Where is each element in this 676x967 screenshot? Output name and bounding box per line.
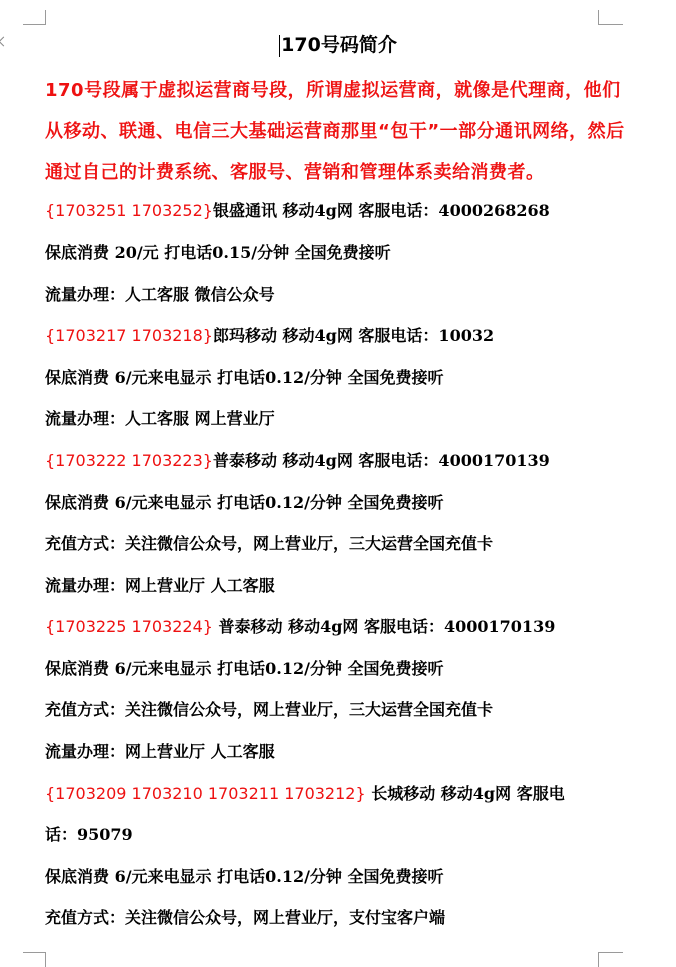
entry-numbers: {1703217 1703218} (45, 326, 213, 345)
page-title (0, 30, 676, 57)
entry-line: 保底消费 6/元来电显示 打电话0.12/分钟 全国免费接听 (45, 867, 444, 886)
entry-header (45, 448, 635, 471)
entry-header (45, 781, 635, 804)
crop-mark-top-left (23, 10, 46, 25)
entry-line: 保底消费 6/元来电显示 打电话0.12/分钟 全国免费接听 (45, 368, 444, 387)
entry-line: 充值方式：关注微信公众号，网上营业厅，三大运营全国充值卡 (45, 700, 494, 719)
entry-header-text: 普泰移动 移动4g网 客服电话：4000170139 (212, 617, 556, 636)
text-cursor (279, 35, 280, 57)
crop-mark-bottom-right (598, 952, 623, 967)
entry-header-continuation: 话：95079 (45, 825, 133, 844)
intro-paragraph: 170号段属于虚拟运营商号段，所谓虚拟运营商，就像是代理商，他们从移动、联通、电信三大基础运营商那里“包干”一部分通讯网络，然后通过自己的计费系统、客服号、营销和管理体系卖给消费者。 (45, 80, 625, 183)
entry-header-text: 普泰移动 移动4g网 客服电话：4000170139 (212, 451, 550, 470)
entry-header (45, 614, 635, 637)
entry-numbers: {1703225 1703224} (45, 617, 213, 636)
entry-line: 保底消费 6/元来电显示 打电话0.12/分钟 全国免费接听 (45, 659, 444, 678)
entry-numbers: {1703209 1703210 1703211 1703212} (45, 784, 366, 803)
entry-line: 充值方式：关注微信公众号，网上营业厅，三大运营全国充值卡 (45, 534, 494, 553)
entry-line: 充值方式：关注微信公众号，网上营业厅，支付宝客户端 (45, 908, 446, 927)
entry-line: 保底消费 6/元来电显示 打电话0.12/分钟 全国免费接听 (45, 493, 444, 512)
entry-line: 流量办理：人工客服 微信公众号 (45, 285, 275, 304)
entry-header-text: 银盛通讯 移动4g网 客服电话：4000268268 (212, 201, 550, 220)
entry-header (45, 198, 635, 221)
entry-header (45, 323, 635, 346)
crop-mark-bottom-left (23, 952, 46, 967)
entry-numbers: {1703222 1703223} (45, 451, 213, 470)
entry-line: 保底消费 20/元 打电话0.15/分钟 全国免费接听 (45, 243, 391, 262)
title-text: 170号码简介 (281, 34, 397, 56)
entry-numbers: {1703251 1703252} (45, 201, 213, 220)
entry-line: 流量办理：网上营业厅 人工客服 (45, 576, 275, 595)
crop-mark-top-right (598, 10, 623, 25)
entry-header-text: 长城移动 移动4g网 客服电 (365, 784, 565, 803)
entry-line: 流量办理：网上营业厅 人工客服 (45, 742, 275, 761)
entry-header-text: 郎玛移动 移动4g网 客服电话：10032 (212, 326, 495, 345)
entry-line: 流量办理：人工客服 网上营业厅 (45, 409, 275, 428)
